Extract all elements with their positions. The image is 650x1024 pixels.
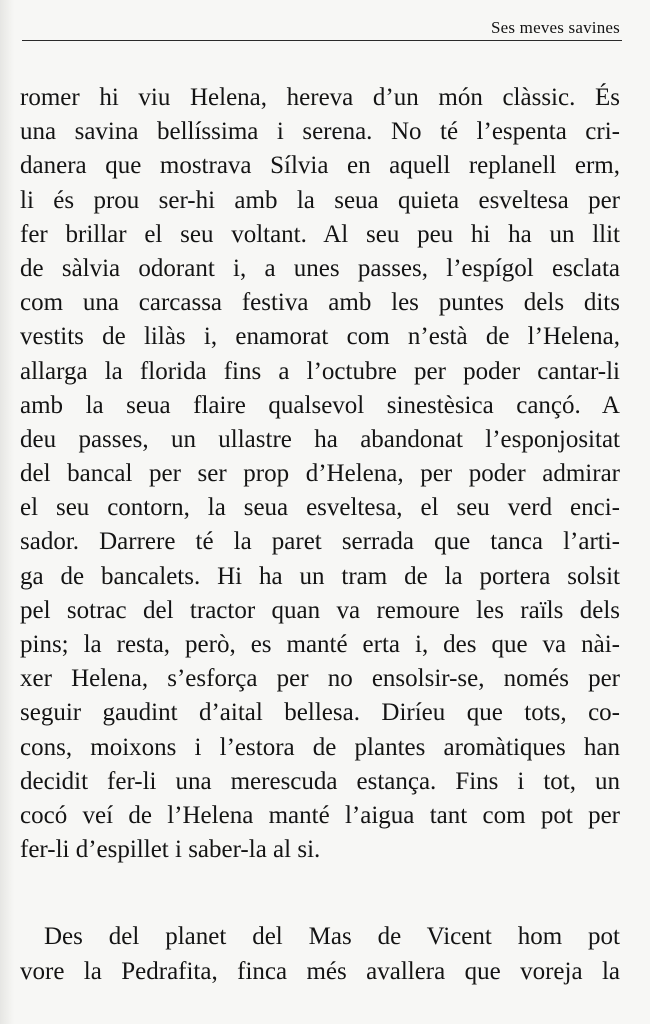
text-line: vore la Pedrafita, finca més avallera que voreja la <box>20 957 620 985</box>
text-line: fer brillar el seu voltant. Al seu peu hi ha un llit <box>20 220 620 248</box>
text-line: el seu contorn, la seua esveltesa, el seu verd enci- <box>20 494 620 522</box>
body-text <box>20 81 620 989</box>
text-line: deu passes, un ullastre ha abandonat l’esponjositat <box>20 425 620 453</box>
text-line: pel sotrac del tractor quan va remoure les raïls dels <box>20 596 620 624</box>
text-line: com una carcassa festiva amb les puntes dels dits <box>20 289 620 317</box>
text-line: Des del planet del Mas de Vicent hom pot <box>44 923 620 951</box>
text-line: de sàlvia odorant i, a unes passes, l’espígol esclata <box>20 254 620 282</box>
text-line: xer Helena, s’esforça per no ensolsir-se, només per <box>20 665 620 693</box>
running-title: Ses meves savines <box>491 18 620 37</box>
text-line: una savina bellíssima i serena. No té l’espenta cri- <box>20 118 620 146</box>
text-line: cocó veí de l’Helena manté l’aigua tant com pot per <box>20 801 620 829</box>
text-line: pins; la resta, però, es manté erta i, des que va nài- <box>20 631 620 658</box>
text-line: sador. Darrere té la paret serrada que tanca l’arti- <box>20 528 620 556</box>
paragraph-break <box>20 867 620 920</box>
text-line: vestits de lilàs i, enamorat com n’està de l’Helena, <box>20 323 620 351</box>
text-line: cons, moixons i l’estora de plantes aromàtiques han <box>20 733 620 761</box>
paragraph-2 <box>20 920 620 988</box>
text-line: allarga la florida fins a l’octubre per poder cantar-li <box>20 357 620 385</box>
running-header <box>22 18 622 41</box>
text-line: romer hi viu Helena, hereva d’un món clàssic. És <box>20 84 620 111</box>
paragraph-1 <box>20 81 620 867</box>
text-line: li és prou ser-hi amb la seua quieta esveltesa per <box>20 186 620 214</box>
text-line: danera que mostrava Sílvia en aquell replanell erm, <box>20 152 620 180</box>
text-line: del bancal per ser prop d’Helena, per poder admirar <box>20 460 620 488</box>
text-line: ga de bancalets. Hi ha un tram de la portera solsit <box>20 562 620 590</box>
text-line: amb la seua flaire qualsevol sinestèsica cançó. A <box>20 391 620 419</box>
text-line: decidit fer-li una merescuda estança. Fins i tot, un <box>20 767 620 795</box>
page-edge-shadow <box>0 0 14 1024</box>
text-line: seguir gaudint d’aital bellesa. Diríeu que tots, co- <box>20 699 620 727</box>
text-line: fer-li d’espillet i saber-la al si. <box>20 836 321 864</box>
